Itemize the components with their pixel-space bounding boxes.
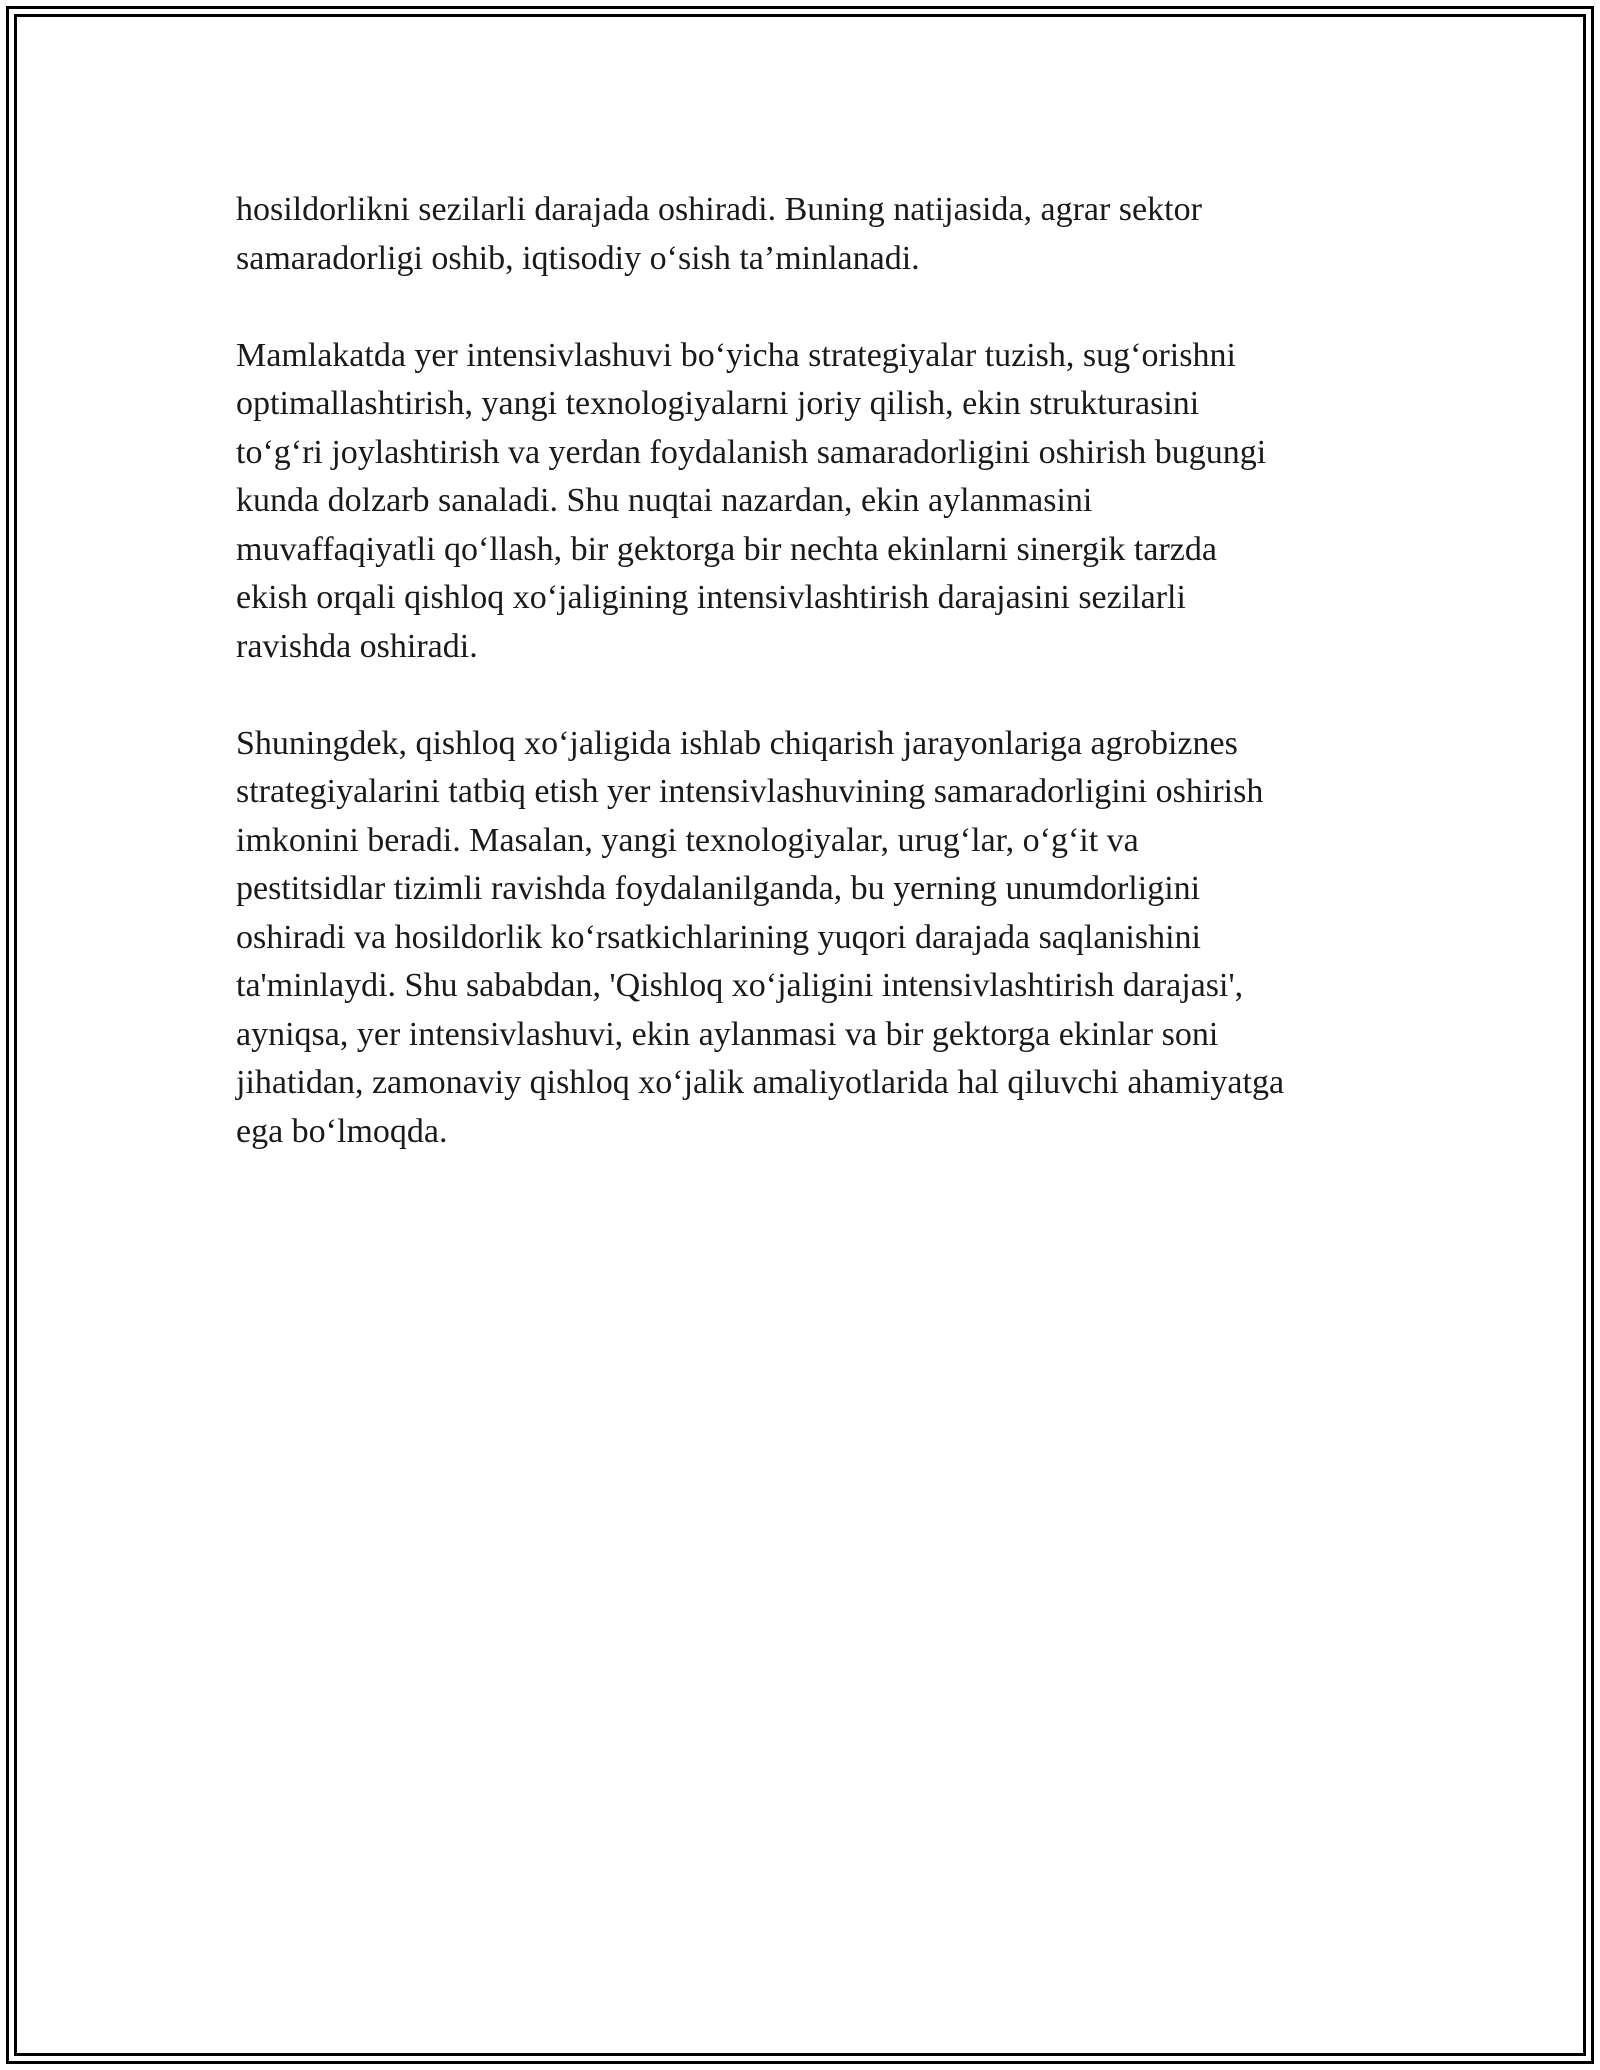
text-line: ta'minlaydi. Shu sababdan, 'Qishloq xo‘jaligini intensivlashtirish darajasi', [236,967,1244,1004]
text-line: imkonini beradi. Masalan, yangi texnologiyalar, urug‘lar, o‘g‘it va [236,821,1139,859]
text-line: hosildorlikni sezilarli darajada oshiradi. Buning natijasida, agrar sektor [236,191,1202,228]
text-line: muvaffaqiyatli qo‘llash, bir gektorga bir nechta ekinlarni sinergik tarzda [236,530,1217,568]
text-line: ayniqsa, yer intensivlashuvi, ekin aylanmasi va bir gektorga ekinlar soni [236,1015,1219,1053]
text-line: Mamlakatda yer intensivlashuvi bo‘yicha strategiyalar tuzish, sug‘orishni [236,336,1236,374]
text-line: kunda dolzarb sanaladi. Shu nuqtai nazardan, ekin aylanmasini [236,482,1093,519]
text-line: to‘g‘ri joylashtirish va yerdan foydalanish samaradorligini oshirish bugungi [236,433,1267,471]
paragraph-3 [236,720,1376,1157]
text-line: jihatidan, zamonaviy qishloq xo‘jalik amaliyotlarida hal qiluvchi ahamiyatga [236,1064,1285,1101]
text-line: ravishda oshiradi. [236,627,478,665]
text-line: pestitsidlar tizimli ravishda foydalanilganda, bu yerning unumdorligini [236,870,1201,907]
text-line: Shuningdek, qishloq xo‘jaligida ishlab chiqarish jarayonlariga agrobiznes [236,724,1238,762]
text-line: samaradorligi oshib, iqtisodiy o‘sish ta’minlanadi. [236,239,920,277]
text-line: ekish orqali qishloq xo‘jaligining intensivlashtirish darajasini sezilarli [236,579,1186,616]
text-line: strategiyalarini tatbiq etish yer intensivlashuvining samaradorligini oshirish [236,773,1264,810]
text-line: optimallashtirish, yangi texnologiyalarni joriy qilish, ekin strukturasini [236,385,1200,422]
paragraph-2 [236,332,1376,672]
paragraph-1 [236,186,1376,283]
document-body [236,186,1376,1205]
text-line: oshiradi va hosildorlik ko‘rsatkichlarining yuqori darajada saqlanishini [236,918,1201,956]
text-line: ega bo‘lmoqda. [236,1112,448,1150]
